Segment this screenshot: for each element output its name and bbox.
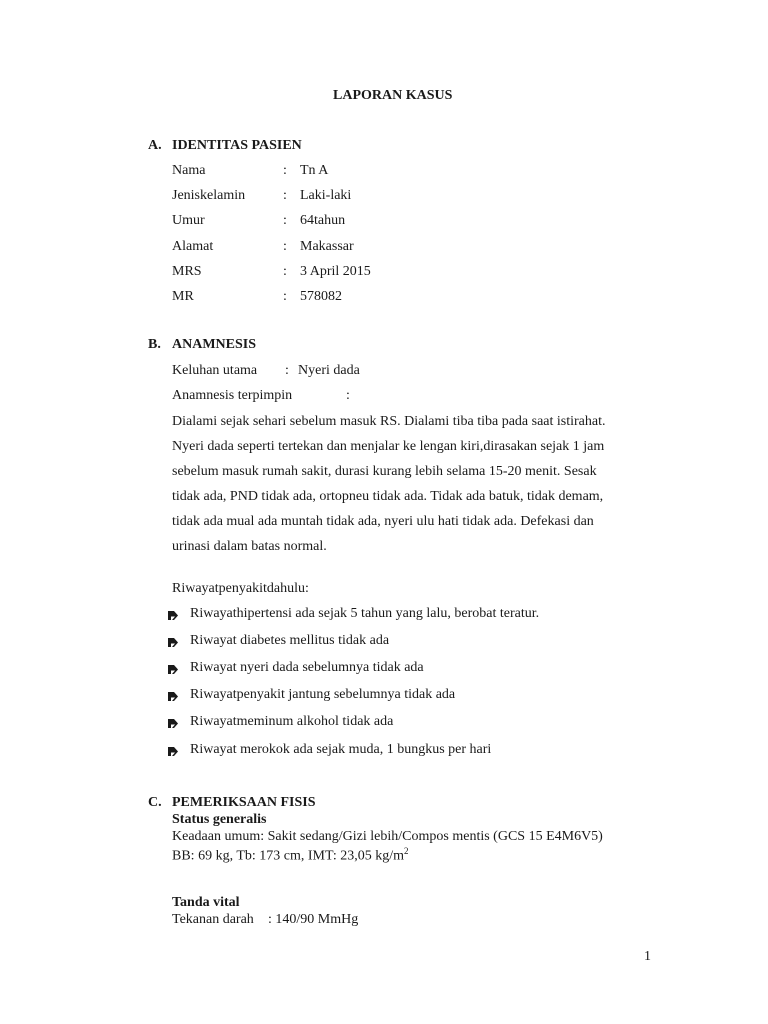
section-a-letter: A. <box>148 138 162 153</box>
bb-line <box>172 847 409 864</box>
identity-label: Alamat <box>172 239 214 254</box>
terpimpin-label: Anamnesis terpimpin <box>172 388 293 403</box>
section-a-heading: IDENTITAS PASIEN <box>172 138 302 153</box>
identity-separator: : <box>283 264 287 279</box>
identity-label: MRS <box>172 264 202 279</box>
paragraph-line: Dialami sejak sehari sebelum masuk RS. Dialami tiba tiba pada saat istirahat. <box>172 414 606 429</box>
bullet-arrow-icon <box>168 665 178 674</box>
identity-label: Umur <box>172 213 205 228</box>
identity-value: 578082 <box>300 289 342 304</box>
paragraph-line: tidak ada mual ada muntah tidak ada, nyeri ulu hati tidak ada. Defekasi dan <box>172 514 594 529</box>
bb-text: BB: 69 kg, Tb: 173 cm, IMT: 23,05 kg/m <box>172 848 404 864</box>
bullet-arrow-icon <box>168 719 178 728</box>
section-b-letter: B. <box>148 337 161 352</box>
paragraph-line: tidak ada, PND tidak ada, ortopneu tidak ada. Tidak ada batuk, tidak demam, <box>172 489 604 504</box>
bullet-arrow-icon <box>168 638 178 647</box>
identity-separator: : <box>283 213 287 228</box>
identity-label: Jeniskelamin <box>172 188 246 203</box>
riwayat-heading: Riwayatpenyakitdahulu: <box>172 581 309 596</box>
identity-value: Laki-laki <box>300 188 352 203</box>
identity-separator: : <box>283 188 287 203</box>
identity-value: 64tahun <box>300 213 346 228</box>
paragraph-line: Nyeri dada seperti tertekan dan menjalar ke lengan kiri,dirasakan sejak 1 jam <box>172 439 605 454</box>
paragraph-line: urinasi dalam batas normal. <box>172 539 327 554</box>
identity-separator: : <box>283 163 287 178</box>
riwayat-item: Riwayat nyeri dada sebelumnya tidak ada <box>190 660 424 675</box>
riwayat-item: Riwayat merokok ada sejak muda, 1 bungkus per hari <box>190 742 492 757</box>
identity-separator: : <box>283 239 287 254</box>
status-generalis-heading: Status generalis <box>172 812 267 827</box>
keluhan-separator: : <box>285 363 289 378</box>
riwayat-item: Riwayat diabetes mellitus tidak ada <box>190 633 390 648</box>
bullet-arrow-icon <box>168 747 178 756</box>
terpimpin-separator: : <box>346 388 350 403</box>
tekanan-darah-label: Tekanan darah <box>172 912 254 927</box>
tanda-vital-heading: Tanda vital <box>172 895 240 910</box>
keluhan-value: Nyeri dada <box>298 363 360 378</box>
bullet-arrow-icon <box>168 692 178 701</box>
riwayat-item: Riwayatmeminum alkohol tidak ada <box>190 714 394 729</box>
identity-value: 3 April 2015 <box>300 264 371 279</box>
section-c-letter: C. <box>148 795 162 810</box>
bb-superscript: 2 <box>404 846 409 856</box>
riwayat-item: Riwayathipertensi ada sejak 5 tahun yang lalu, berobat teratur. <box>190 606 540 621</box>
identity-label: Nama <box>172 163 206 178</box>
identity-value: Makassar <box>300 239 354 254</box>
tekanan-darah-value: : 140/90 MmHg <box>268 912 359 927</box>
identity-value: Tn A <box>300 163 329 178</box>
section-b-heading: ANAMNESIS <box>172 337 257 352</box>
bullet-arrow-icon <box>168 611 178 620</box>
keadaan-umum-line: Keadaan umum: Sakit sedang/Gizi lebih/Compos mentis (GCS 15 E4M6V5) <box>172 829 603 844</box>
riwayat-item: Riwayatpenyakit jantung sebelumnya tidak ada <box>190 687 456 702</box>
page-number: 1 <box>644 949 651 964</box>
identity-label: MR <box>172 289 194 304</box>
identity-separator: : <box>283 289 287 304</box>
paragraph-line: sebelum masuk rumah sakit, durasi kurang lebih selama 15-20 menit. Sesak <box>172 464 597 479</box>
document-title: LAPORAN KASUS <box>333 88 453 103</box>
keluhan-label: Keluhan utama <box>172 363 258 378</box>
section-c-heading: PEMERIKSAAN FISIS <box>172 795 316 810</box>
